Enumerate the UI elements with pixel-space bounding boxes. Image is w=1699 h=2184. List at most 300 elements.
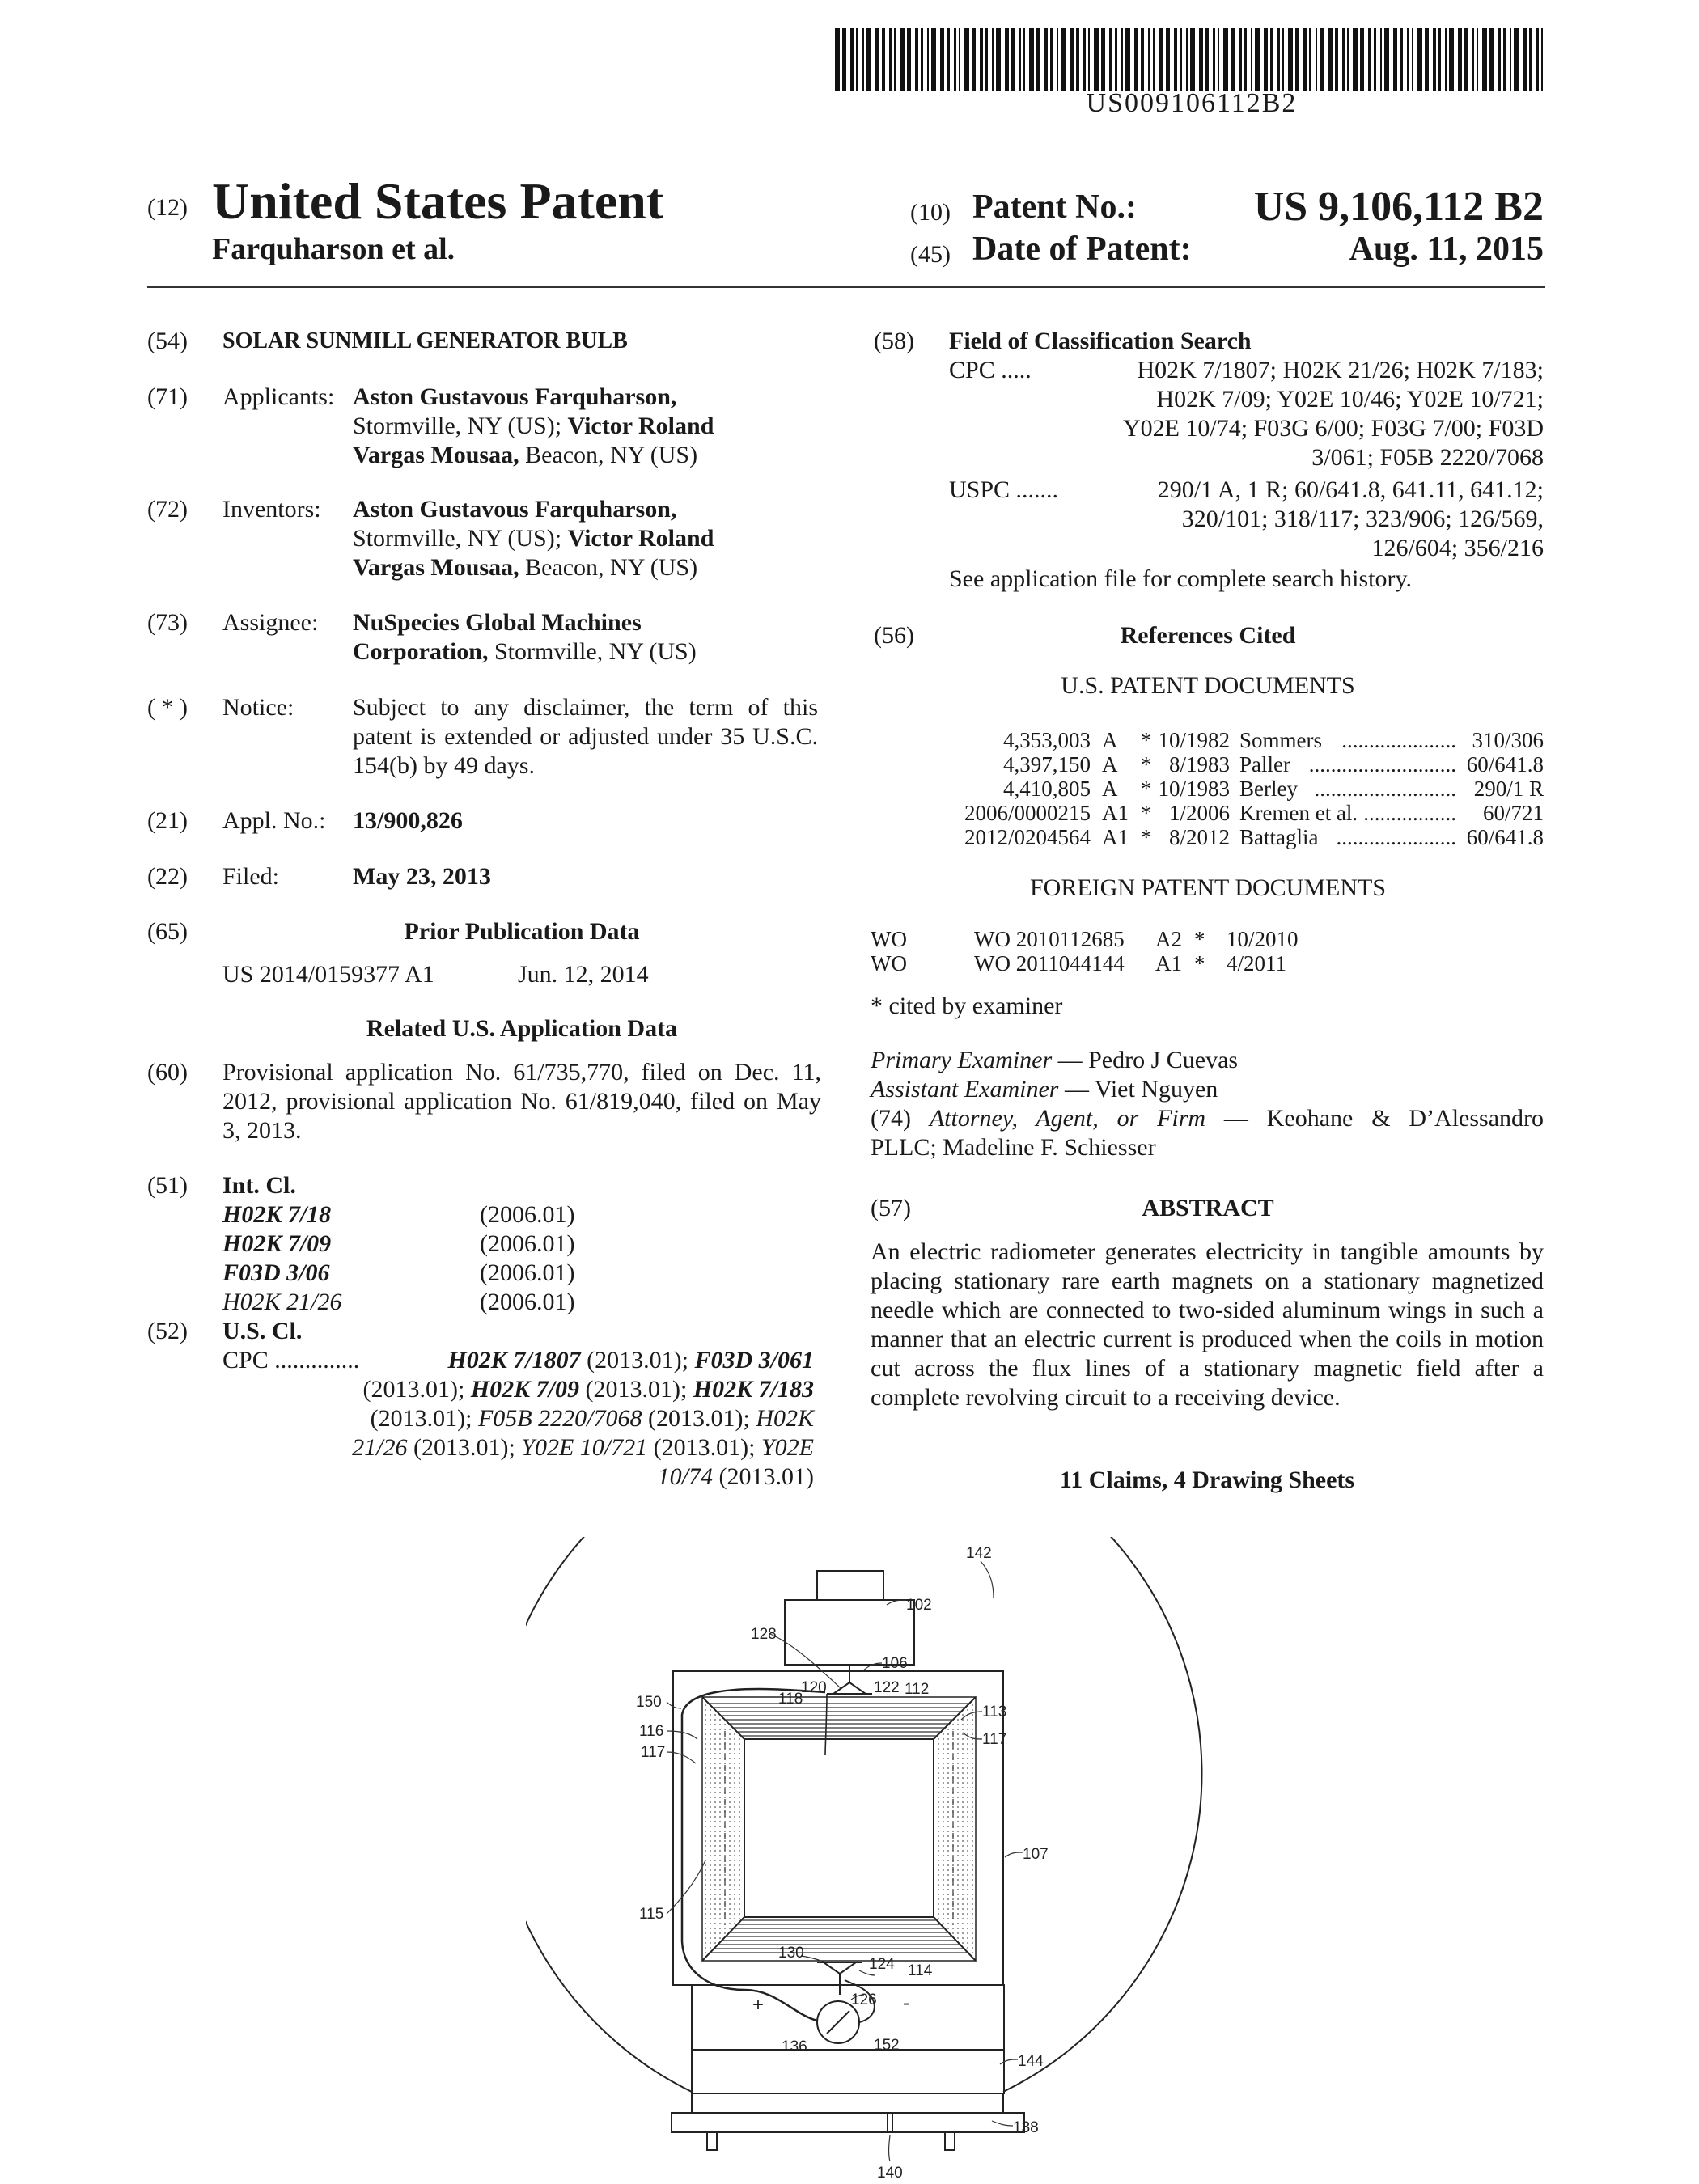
f72-line2-n: Stormville, NY (US); [353,525,568,552]
barcode-bar [1464,28,1468,91]
foreign-doc-date: 10/2010 [1227,927,1299,951]
f71-value [353,383,822,470]
f22-value: May 23, 2013 [353,863,491,890]
f73-label: Assignee: [222,609,319,636]
f54-title: SOLAR SUNMILL GENERATOR BULB [222,328,628,353]
barcode-bar [985,28,988,91]
barcode-bar [1083,28,1086,91]
f22-code: (22) [147,863,188,890]
label-plus: + [752,1994,765,2016]
us-doc-kind: A [1102,728,1118,752]
barcode-bar [1153,28,1155,91]
attorney-line1: Keohane & D’Alessandro [1266,1105,1544,1132]
label-124: 124 [869,1956,895,1973]
f52-segment: (2013.01); [578,1376,693,1403]
f73-line2-b: Corporation, [353,638,489,665]
barcode-bar [1445,28,1447,91]
us-doc-kind: A1 [1102,825,1129,849]
f52-segment: H02K 7/183 [693,1376,814,1403]
f58-cpc-line-2: Y02E 10/74; F03G 6/00; F03G 7/00; F03D [1122,415,1544,442]
f58-uspc-dots: ....... [1015,476,1059,503]
barcode-bar [1023,28,1025,91]
primary-examiner-label: Primary Examiner [871,1047,1053,1073]
f52-segment: 10/74 [657,1463,714,1490]
barcode-bar [1070,28,1074,91]
barcode-bar [1303,28,1307,91]
f52-segment: (2013.01) [713,1463,814,1490]
label-117-left: 117 [641,1744,666,1761]
cited-note: * cited by examiner [871,993,1063,1019]
f51-ver-2: (2006.01) [480,1259,575,1286]
us-doc-name: Paller [1239,752,1290,777]
barcode-bar [1458,28,1462,91]
f51-ver-1: (2006.01) [480,1230,575,1257]
barcode-bar [1277,28,1280,91]
us-doc-no: 4,397,150 [1003,752,1091,777]
primary-dash: — [1052,1047,1089,1073]
barcode-bar [980,28,983,91]
barcode-bar [992,28,994,91]
f65-heading: Prior Publication Data [404,918,640,945]
barcode-bar [875,28,879,91]
barcode-bar [1190,28,1195,91]
label-102: 102 [906,1597,932,1614]
barcode-bar [1412,28,1413,91]
barcode-bar [1205,28,1209,91]
barcode-bar [1482,28,1487,91]
barcode-bar [1360,28,1364,91]
us-doc-date: 8/2012 [1168,825,1230,849]
barcode-bar [856,28,858,91]
barcode-bar [889,28,892,91]
foreign-doc-star: * [1194,951,1205,976]
barcode-bar [1011,28,1015,91]
f56-label: References Cited [1120,622,1296,649]
barcode-bar [1213,28,1215,91]
barcode-bar [931,28,936,91]
f65-code: (65) [147,918,188,945]
us-doc-row [874,825,1544,849]
us-doc-kind: A [1102,777,1118,801]
f52-segment: F03D 3/061 [694,1347,814,1373]
f52-segment: Y02E [761,1434,814,1461]
f52-segment: F05B 2220/7068 [477,1405,642,1432]
coil-windings-bottom [709,1920,969,1953]
foreign-doc-date: 4/2011 [1227,951,1286,976]
foreign-doc-cc: WO [871,951,907,976]
header-divider [147,286,1545,288]
attorney-label: Attorney, Agent, or Firm [929,1105,1206,1132]
f21-label: Appl. No.: [222,807,326,834]
f58-cpc-line-0: H02K 7/1807; H02K 21/26; H02K 7/183; [1137,357,1544,383]
barcode-bar [1449,28,1454,91]
us-doc-dots: ........................... [1308,752,1456,777]
barcode-bar [882,28,885,91]
f73-code: (73) [147,609,188,636]
barcode-bar [1295,28,1299,91]
pivot-122 [833,1682,866,1694]
date-value: Aug. 11, 2015 [1349,231,1544,268]
label-142: 142 [966,1545,992,1562]
barcode-bar [1141,28,1144,91]
label-118: 118 [778,1691,803,1708]
us-doc-star: * [1141,801,1152,825]
barcode-bar [1199,28,1203,91]
barcode-bar [1019,28,1021,91]
label-128: 128 [751,1626,777,1643]
f51-cls-2: F03D 3/06 [222,1259,330,1286]
f58-cpc-label [949,356,1032,385]
us-doc-cls: 310/306 [1472,728,1544,752]
barcode-bar [1029,28,1034,91]
us-doc-star: * [1141,728,1152,752]
label-115: 115 [639,1906,664,1923]
f54-code: (54) [147,328,188,354]
us-doc-cls: 60/721 [1482,801,1544,825]
barcode-bar [972,28,976,91]
us-doc-row [874,728,1544,752]
notice-label: Notice: [222,694,294,721]
barcode-bar [1174,28,1177,91]
f71-line3-b: Vargas Mousaa, [353,442,519,468]
assistant-examiner [871,1075,1218,1104]
barcode-bar [1159,28,1163,91]
barcode-bar [1335,28,1338,91]
barcode-bar [954,28,956,91]
barcode-bar [1320,28,1324,91]
barcode-bar [842,28,846,91]
barcode-bar [1061,28,1066,91]
barcode-bar [1477,28,1478,91]
us-doc-no: 4,410,805 [1003,777,1091,801]
us-doc-name: Sommers [1239,728,1323,752]
f71-line2-n: Stormville, NY (US); [353,413,568,439]
f71-line1-b: Aston Gustavous Farquharson, [353,383,677,410]
foreign-doc-cc: WO [871,927,907,951]
barcode-bar [915,28,918,91]
attorney [871,1104,1544,1133]
f52-cpc-lines [267,1346,814,1492]
barcode-bar [1328,28,1333,91]
f58-label: Field of Classification Search [949,328,1252,354]
f72-code: (72) [147,496,188,523]
barcode-bar [1380,28,1382,91]
barcode-bar [1036,28,1040,91]
barcode-bar [1125,28,1130,91]
barcode [835,28,1549,91]
assistant-examiner-name: Viet Nguyen [1094,1076,1218,1103]
barcode-bar [1166,28,1170,91]
f52-segment: H02K 7/1807 [447,1347,581,1373]
label-116: 116 [639,1723,664,1740]
barcode-text: US009106112B2 [1086,88,1298,118]
f51-code: (51) [147,1172,188,1199]
f52-segment: H02K 7/09 [470,1376,579,1403]
primary-examiner [871,1046,1238,1075]
foreign-doc-no: WO 2011044144 [974,951,1125,976]
barcode-bar [1244,28,1247,91]
barcode-bar [921,28,923,91]
barcode-bar [959,28,960,91]
barcode-bar [1433,28,1436,91]
barcode-bar [894,28,896,91]
us-doc-row [874,801,1544,825]
f58-cpc-line-1: H02K 7/09; Y02E 10/46; Y02E 10/721; [1156,386,1544,413]
f71-code: (71) [147,383,188,410]
barcode-bar [1472,28,1474,91]
barcode-bar [1368,28,1371,91]
barcode-bar [1503,28,1506,91]
barcode-bar [1438,28,1441,91]
doc-code: (12) [147,194,188,221]
label-136: 136 [782,2038,807,2055]
barcode-bar [1121,28,1123,91]
attorney-code: (74) [871,1105,911,1132]
us-doc-dots: ...................... [1336,825,1456,849]
label-117-right: 117 [982,1731,1007,1748]
barcode-bar [964,28,969,91]
barcode-bar [1282,28,1284,91]
f52-segment: (2013.01); [647,1434,761,1461]
barcode-bar [1407,28,1409,91]
barcode-bar [1270,28,1273,91]
f71-label: Applicants: [222,383,335,410]
us-doc-cls: 60/641.8 [1466,752,1544,777]
f58-uspc-word: USPC [949,476,1011,503]
label-minus: - [903,1992,909,2014]
foreign-doc-kind: A2 [1155,927,1182,951]
f51-cls-1: H02K 7/09 [222,1230,332,1257]
abstract-text: An electric radiometer generates electricity in tangible amounts by placing stationary rare earth magnets on a stationary magnetized needle which are connected to two-sided aluminum wings in such a manner that an electric current is produced when the coils in motion cut across the flux lines of a stationary magnetic field after a complete revolving circuit to a receiving device. [871,1238,1544,1411]
f52-segment: (2013.01); [642,1405,756,1432]
f52-segment: (2013.01); [580,1347,695,1373]
barcode-bar [1076,28,1079,91]
f52-segment: (2013.01); [407,1434,522,1461]
f58-note: See application file for complete search history. [949,565,1413,592]
f52-segment: Y02E 10/721 [521,1434,648,1461]
barcode-graphic [835,28,1549,91]
us-doc-name: Kremen et al. [1239,801,1358,825]
coil-windings-top [709,1704,969,1736]
patent-no-value: US 9,106,112 B2 [1253,184,1544,230]
patent-no-label: Patent No.: [972,188,1137,226]
barcode-bar [1057,28,1058,91]
barcode-bar [1342,28,1345,91]
foreign-doc-kind: A1 [1155,951,1182,976]
f52-segment: (2013.01); [362,1376,471,1403]
f58-cpc-word: CPC [949,357,995,383]
f51-cls-0: H02K 7/18 [222,1201,332,1228]
f58-uspc-line-1: 320/101; 318/117; 323/906; 126/569, [1181,506,1544,532]
us-doc-kind: A1 [1102,801,1129,825]
barcode-bar [1134,28,1138,91]
f56-code: (56) [874,622,914,649]
related-heading: Related U.S. Application Data [366,1015,678,1042]
barcode-bar [1393,28,1397,91]
us-doc-date: 10/1983 [1158,777,1230,801]
barcode-bar [1374,28,1376,91]
base-plate [692,2050,1004,2093]
f72-line2-b: Victor Roland [567,525,714,552]
barcode-bar [835,28,840,91]
barcode-bar [850,28,854,91]
barcode-bar [1523,28,1527,91]
foreign-doc-star: * [1194,927,1205,951]
barcode-bar [1044,28,1048,91]
barcode-bar [1347,28,1349,91]
f58-uspc-lines [1052,476,1544,563]
us-doc-date: 10/1982 [1158,728,1230,752]
barcode-bar [1529,28,1532,91]
barcode-bar [1148,28,1150,91]
barcode-bar [1264,28,1268,91]
barcode-bar [1489,28,1494,91]
wing-left [702,1697,744,1961]
barcode-bar [1094,28,1099,91]
barcode-bar [927,28,929,91]
primary-examiner-name: Pedro J Cuevas [1088,1047,1239,1073]
us-docs-heading: U.S. PATENT DOCUMENTS [1061,672,1355,699]
f21-value: 13/900,826 [353,807,463,834]
attorney-dash: — [1205,1105,1267,1132]
barcode-bar [1109,28,1112,91]
barcode-bar [1218,28,1219,91]
date-code: (45) [910,241,951,268]
foreign-doc-row [871,927,1540,951]
us-doc-cls: 290/1 R [1473,777,1544,801]
pivot-124 [824,1962,856,1974]
label-152: 152 [874,2037,900,2054]
us-doc-kind: A [1102,752,1118,777]
barcode-bar [1180,28,1182,91]
f52-line [267,1462,814,1492]
f52-code: (52) [147,1318,188,1344]
f72-line1-b: Aston Gustavous Farquharson, [353,496,677,523]
us-doc-name: Berley [1239,777,1298,801]
f52-line [267,1346,814,1375]
us-doc-dots: ................. [1363,801,1456,825]
us-doc-no: 4,353,003 [1003,728,1091,752]
barcode-bar [1223,28,1228,91]
us-doc-cls: 60/641.8 [1466,825,1544,849]
us-doc-row [874,777,1544,801]
f58-uspc-line-2: 126/604; 356/216 [1371,535,1544,561]
us-doc-date: 1/2006 [1168,801,1230,825]
coil-window [744,1739,934,1917]
f58-uspc-label [949,476,1058,505]
barcode-bar [1541,28,1543,91]
patent-drawing [526,1537,1254,2184]
label-114: 114 [908,1962,933,1979]
f52-segment: (2013.01); [370,1405,478,1432]
barcode-bar [1186,28,1188,91]
f51-ver-3: (2006.01) [480,1289,575,1315]
barcode-bar [1417,28,1422,91]
f72-label: Inventors: [222,496,321,523]
f72-line3-b: Vargas Mousaa, [353,554,519,581]
us-doc-star: * [1141,777,1152,801]
assistant-examiner-label: Assistant Examiner [871,1076,1059,1103]
barcode-bar [1425,28,1429,91]
barcode-bar [1400,28,1403,91]
barcode-bar [1353,28,1358,91]
us-doc-star: * [1141,752,1152,777]
barcode-bar [1231,28,1235,91]
f72-value [353,495,822,582]
f60-text: Provisional application No. 61/735,770, filed on Dec. 11, 2012, provisional application No. 61/819,040, filed on May 3, 2013. [222,1059,821,1144]
barcode-bar [1251,28,1252,91]
f52-segment: 21/26 [352,1434,408,1461]
us-doc-no: 2006/0000215 [964,801,1091,825]
claims-line: 11 Claims, 4 Drawing Sheets [1059,1467,1355,1493]
barcode-bar [1384,28,1389,91]
label-126: 126 [851,1991,877,2008]
assistant-dash: — [1058,1076,1095,1103]
label-130: 130 [778,1945,804,1962]
us-doc-no: 2012/0204564 [964,825,1091,849]
label-122: 122 [874,1679,900,1696]
bulb-outline [526,1537,1201,2092]
f52-segment: H02K [756,1405,814,1432]
abstract-heading: ABSTRACT [1142,1195,1274,1221]
date-label: Date of Patent: [972,231,1192,268]
barcode-bar [1255,28,1260,91]
f71-line3-n: Beacon, NY (US) [519,442,698,468]
label-113: 113 [982,1704,1007,1721]
f58-cpc-line-3: 3/061; F05B 2220/7068 [1311,444,1544,471]
f51-label: Int. Cl. [222,1172,296,1199]
barcode-bar [1050,28,1053,91]
f51-cls-3: H02K 21/26 [222,1289,342,1315]
f72-line3-n: Beacon, NY (US) [519,554,698,581]
f71-line2-b: Victor Roland [567,413,714,439]
f52-line [267,1375,814,1404]
f73-line2-n: Stormville, NY (US) [488,638,697,665]
f65-pub: US 2014/0159377 A1 [222,961,434,988]
f52-cpc-dots: .............. [274,1347,360,1373]
barcode-bar [866,28,871,91]
barcode-bar [1115,28,1117,91]
barcode-bar [1514,28,1519,91]
us-doc-row [874,752,1544,777]
patent-title: United States Patent [212,172,664,230]
foreign-doc-no: WO 2010112685 [974,927,1125,951]
label-112: 112 [905,1681,930,1698]
f52-cpc-word: CPC [222,1347,269,1373]
f22-label: Filed: [222,863,280,890]
label-138: 138 [1013,2119,1039,2136]
barcode-bar [1101,28,1105,91]
barcode-bar [1288,28,1293,91]
notice-text: Subject to any disclaimer, the term of this patent is extended or adjusted under 35 U.S.C. 154(b) by 49 days. [353,694,818,779]
f52-line [267,1433,814,1462]
barcode-bar [900,28,905,91]
f60-code: (60) [147,1059,188,1086]
barcode-bar [1309,28,1311,91]
f73-line1-b: NuSpecies Global Machines [353,609,642,636]
us-doc-date: 8/1983 [1168,752,1230,777]
label-120: 120 [801,1679,827,1696]
label-107: 107 [1023,1846,1049,1863]
foreign-doc-row [871,951,1540,976]
f65-date: Jun. 12, 2014 [518,961,649,988]
us-doc-star: * [1141,825,1152,849]
barcode-bar [907,28,911,91]
barcode-bar [996,28,1001,91]
barcode-bar [1536,28,1539,91]
f58-uspc-line-0: 290/1 A, 1 R; 60/641.8, 641.11, 641.12; [1157,476,1544,503]
f52-label: U.S. Cl. [222,1318,303,1344]
